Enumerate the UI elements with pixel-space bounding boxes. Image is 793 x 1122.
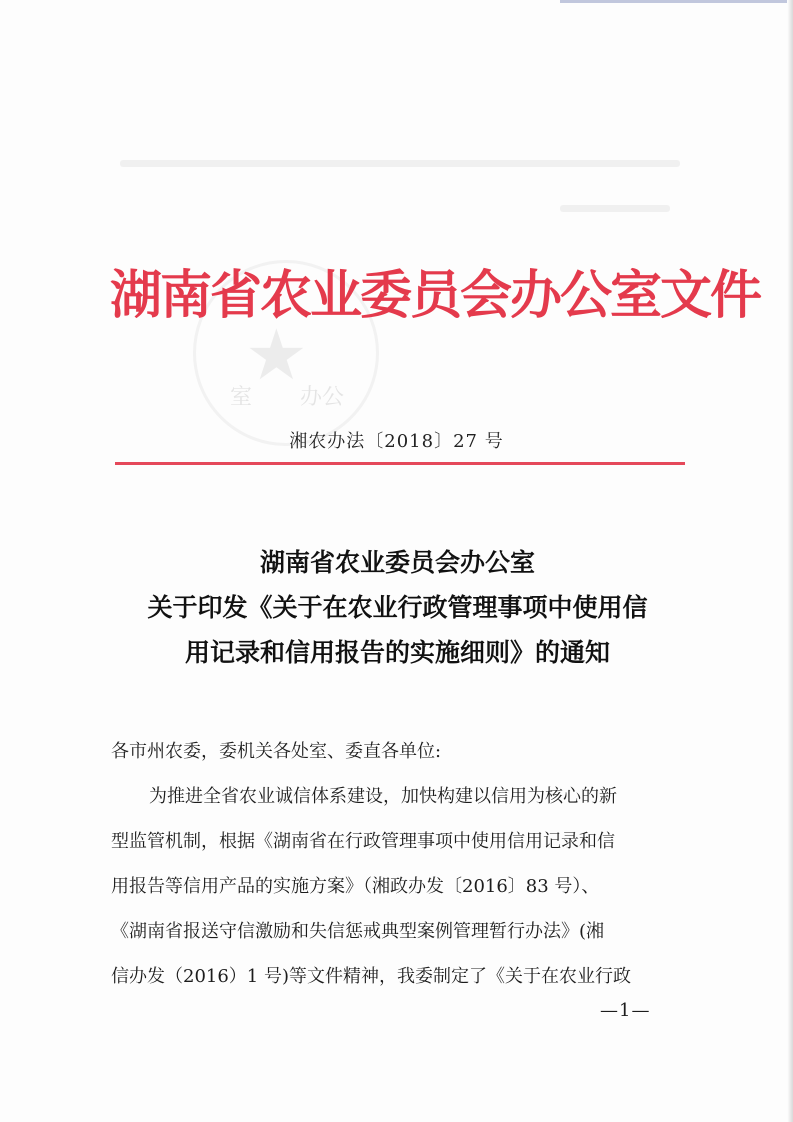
red-divider	[115, 462, 685, 465]
page-number: —1—	[600, 1000, 651, 1021]
paragraph-line: 为推进全省农业诚信体系建设，加快构建以信用为核心的新	[149, 786, 617, 807]
salutation: 各市州农委，委机关各处室、委直各单位:	[111, 741, 442, 762]
document-body	[111, 729, 691, 999]
seal-star-icon: ★	[245, 314, 308, 396]
issuer-banner: 湖南省农业委员会办公室文件	[110, 266, 761, 326]
title-line: 湖南省农业委员会办公室	[259, 548, 535, 577]
title-line: 关于印发《关于在农业行政管理事项中使用信	[147, 593, 648, 622]
document-number: 湘农办法〔2018〕27 号	[289, 431, 504, 452]
paragraph-line: 信办发（2016）1 号)等文件精神，我委制定了《关于在农业行政	[111, 966, 632, 987]
scan-artifact-edge	[787, 0, 793, 1122]
bleed-through-line	[120, 160, 680, 167]
scan-artifact-top	[560, 0, 793, 3]
document-title	[90, 540, 705, 675]
title-line: 用记录和信用报告的实施细则》的通知	[184, 638, 610, 667]
seal-text-right: 办公	[300, 385, 345, 410]
paragraph-line: 用报告等信用产品的实施方案》（湘政办发〔2016〕83 号）、	[111, 876, 600, 897]
bleed-through-line	[560, 205, 670, 212]
paragraph-line: 型监管机制，根据《湖南省在行政管理事项中使用信用记录和信	[111, 831, 615, 852]
seal-text-left: 室	[230, 385, 253, 410]
paragraph-line: 《湖南省报送守信激励和失信惩戒典型案例管理暂行办法》(湘	[111, 921, 605, 942]
